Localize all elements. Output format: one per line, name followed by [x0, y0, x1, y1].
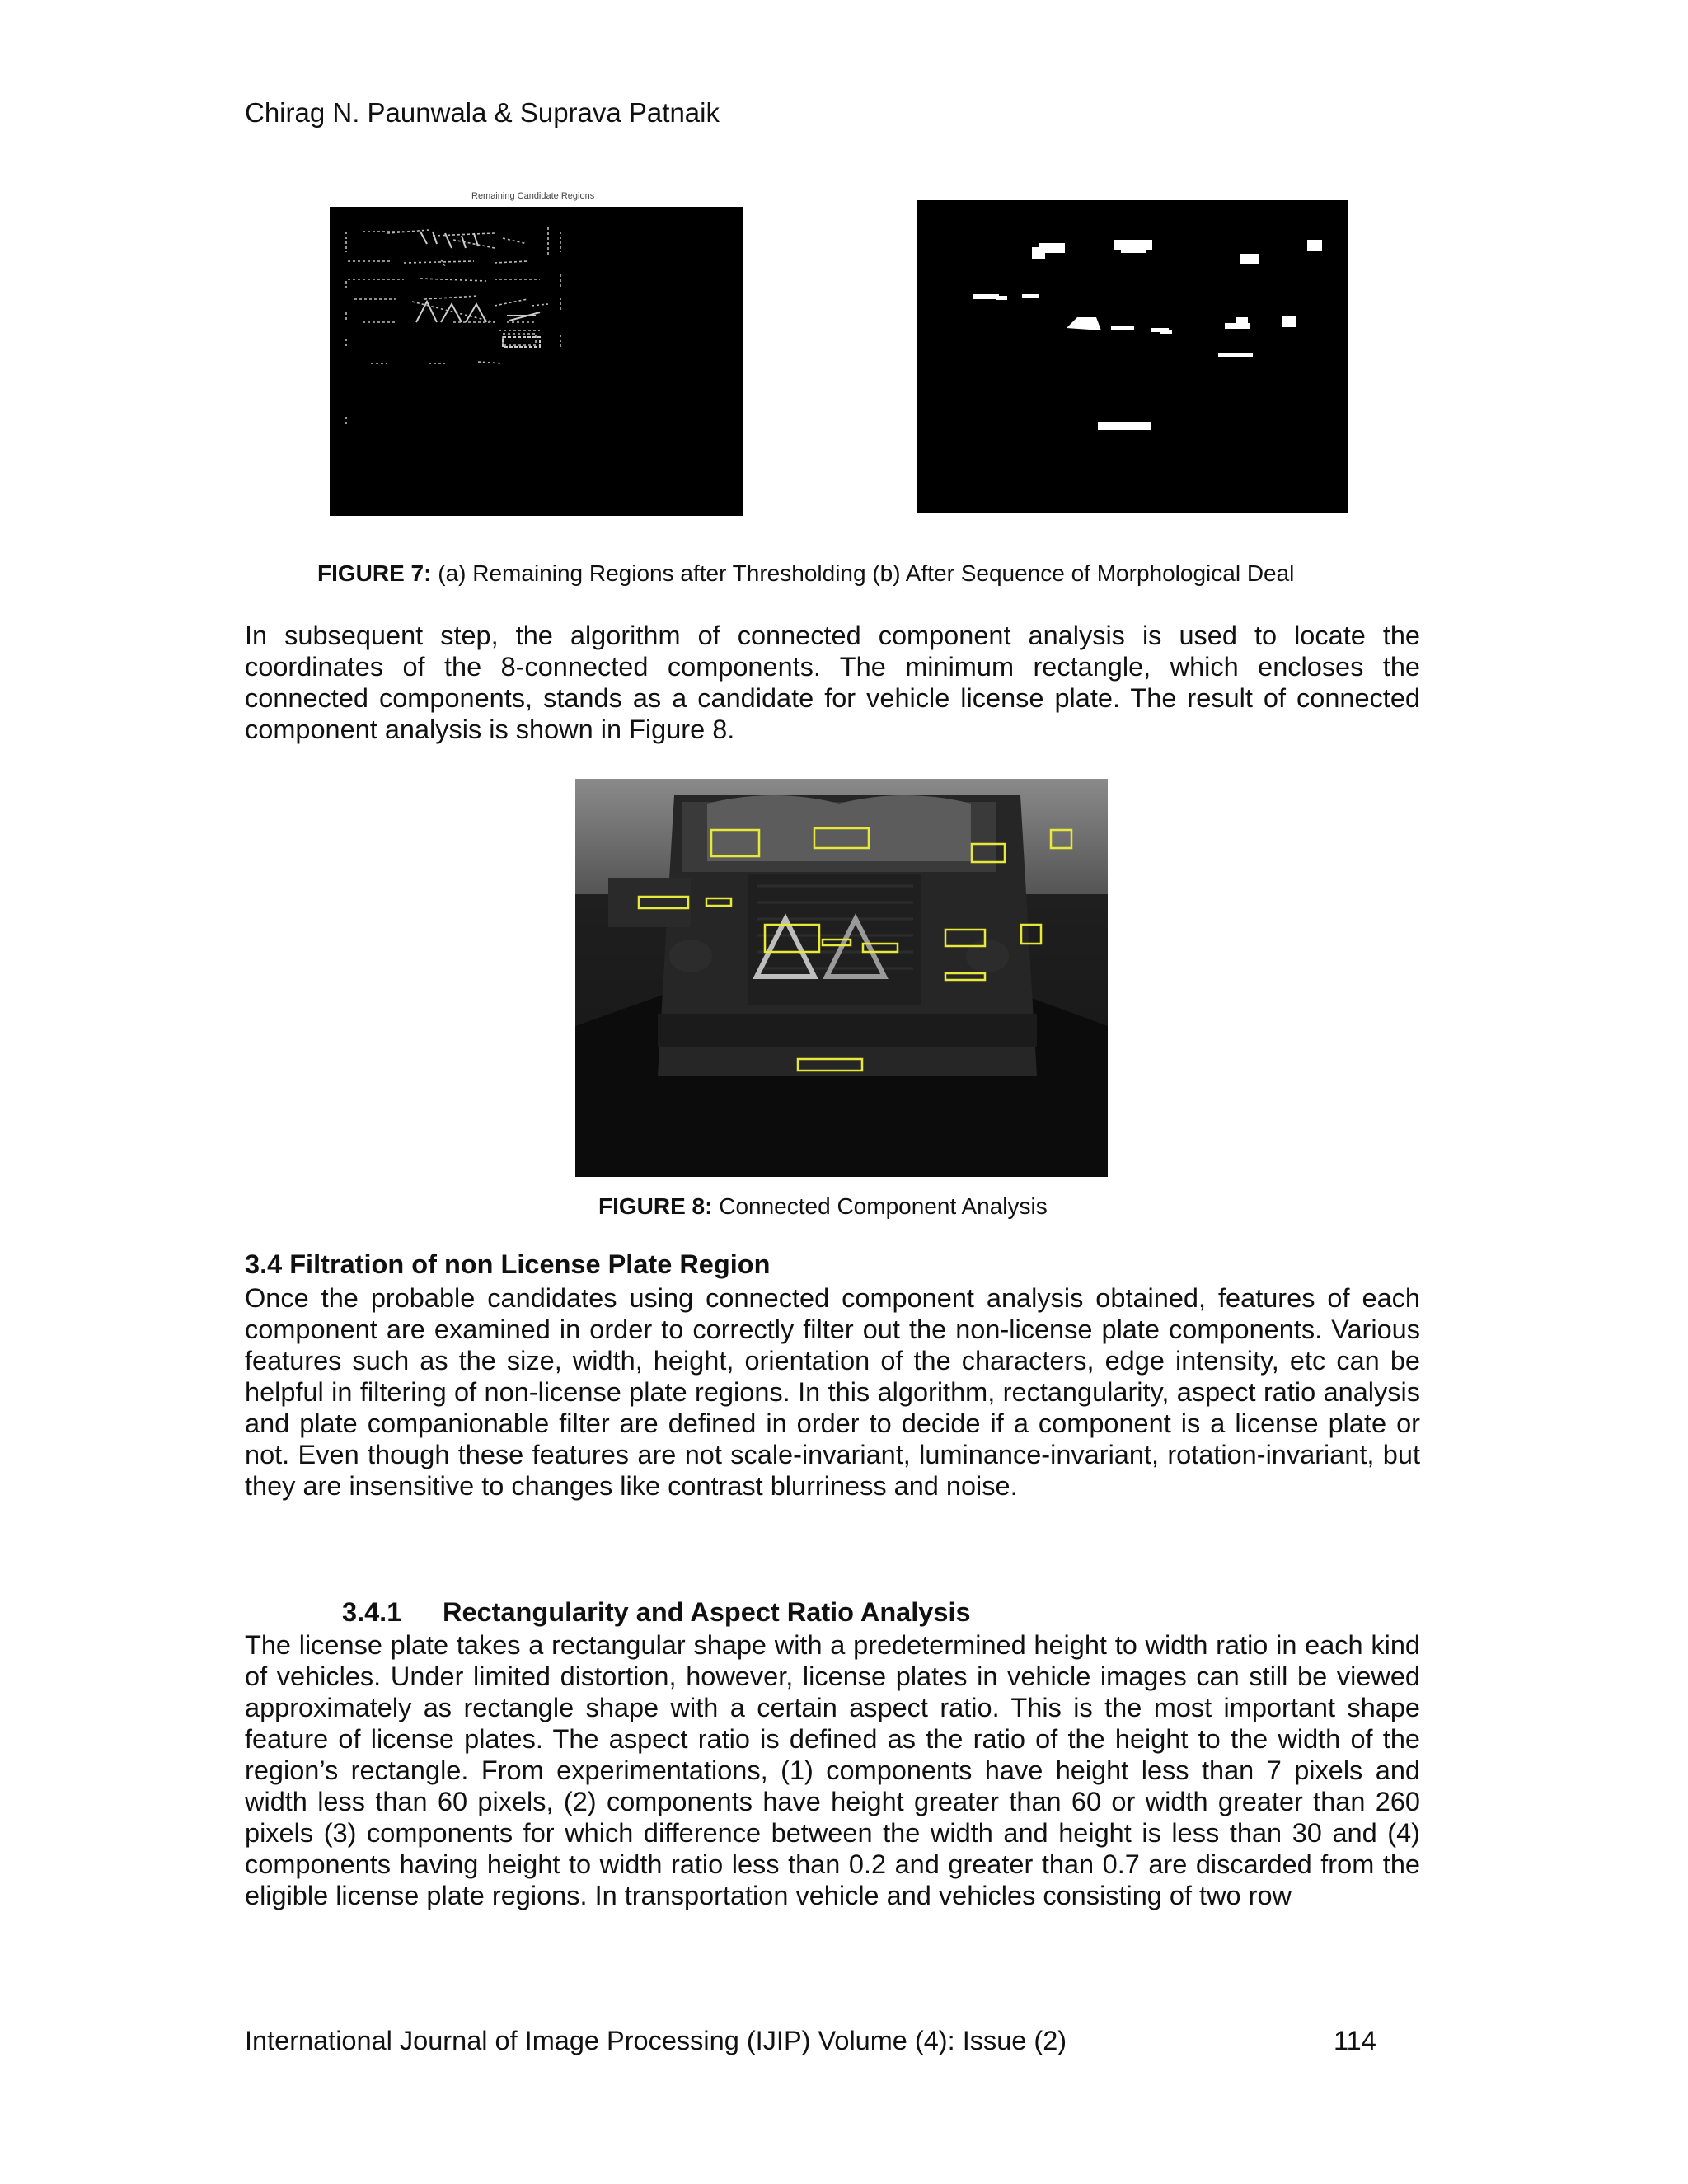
figure7a-title: Remaining Candidate Regions [471, 191, 595, 201]
section-3-4-1-title: Rectangularity and Aspect Ratio Analysis [443, 1597, 971, 1627]
footer-journal: International Journal of Image Processing (IJIP) Volume (4): Issue (2) [245, 2026, 1067, 2055]
figure8-caption-label: FIGURE 8: [598, 1193, 713, 1219]
running-header: Chirag N. Paunwala & Suprava Patnaik [245, 97, 720, 128]
paragraph-connected-component: In subsequent step, the algorithm of connected component analysis is used to locate the coordinates of the 8-connected components. The minimum rectangle, which encloses the connected components, stands as a candidate for vehicle license plate. The result of connected component analysis is shown in Figure 8. [245, 621, 1420, 744]
section-3-4-heading: 3.4 Filtration of non License Plate Region [245, 1249, 771, 1279]
section-3-4-body: Once the probable candidates using connected component analysis obtained, features of each component are examined in order to correctly filter out the non-license plate components. Various features such as the size, width, height, orientation of the characters, edge intensity, etc can be helpful in filtering of non-license plate regions. In this algorithm, rectangularity, aspect ratio analysis and plate companionable filter are defined in order to decide if a component is a license plate or not. Even though these features are not scale-invariant, luminance-invariant, rotation-invariant, but they are insensitive to changes like contrast blurriness and noise. [245, 1283, 1420, 1501]
truck-photo-graphic [575, 779, 1108, 1177]
morphology-blobs-graphic [917, 200, 1348, 513]
figure8-caption-text: Connected Component Analysis [712, 1193, 1048, 1219]
edge-map-graphic [330, 207, 743, 516]
figure7b-image [917, 200, 1348, 513]
figure7-caption-label: FIGURE 7: [317, 560, 432, 586]
figure7-caption-text: (a) Remaining Regions after Thresholding (b) After Sequence of Morphological Deal [431, 560, 1295, 586]
footer-page-number: 114 [1334, 2026, 1376, 2055]
figure7-caption [317, 560, 1294, 587]
section-3-4-1-number: 3.4.1 [342, 1597, 402, 1627]
figure8-caption [598, 1193, 1048, 1220]
section-3-4-1-body: The license plate takes a rectangular shape with a predetermined height to width ratio in each kind of vehicles. Under limited distortion, however, license plates in vehicle images can still be viewed approximately as rectangle shape with a certain aspect ratio. This is the most important shape feature of license plates. The aspect ratio is defined as the ratio of the height to the width of the region’s rectangle. From experimentations, (1) components have height less than 7 pixels and width less than 60 pixels, (2) components have height greater than 60 or width greater than 260 pixels (3) components for which difference between the width and height is less than 30 and (4) components having height to width ratio less than 0.2 and greater than 0.7 are discarded from the eligible license plate regions. In transportation vehicle and vehicles consisting of two row [245, 1630, 1420, 1910]
section-3-4-1-heading [342, 1597, 971, 1628]
figure8-image [575, 779, 1108, 1177]
figure7a-image [330, 207, 743, 516]
